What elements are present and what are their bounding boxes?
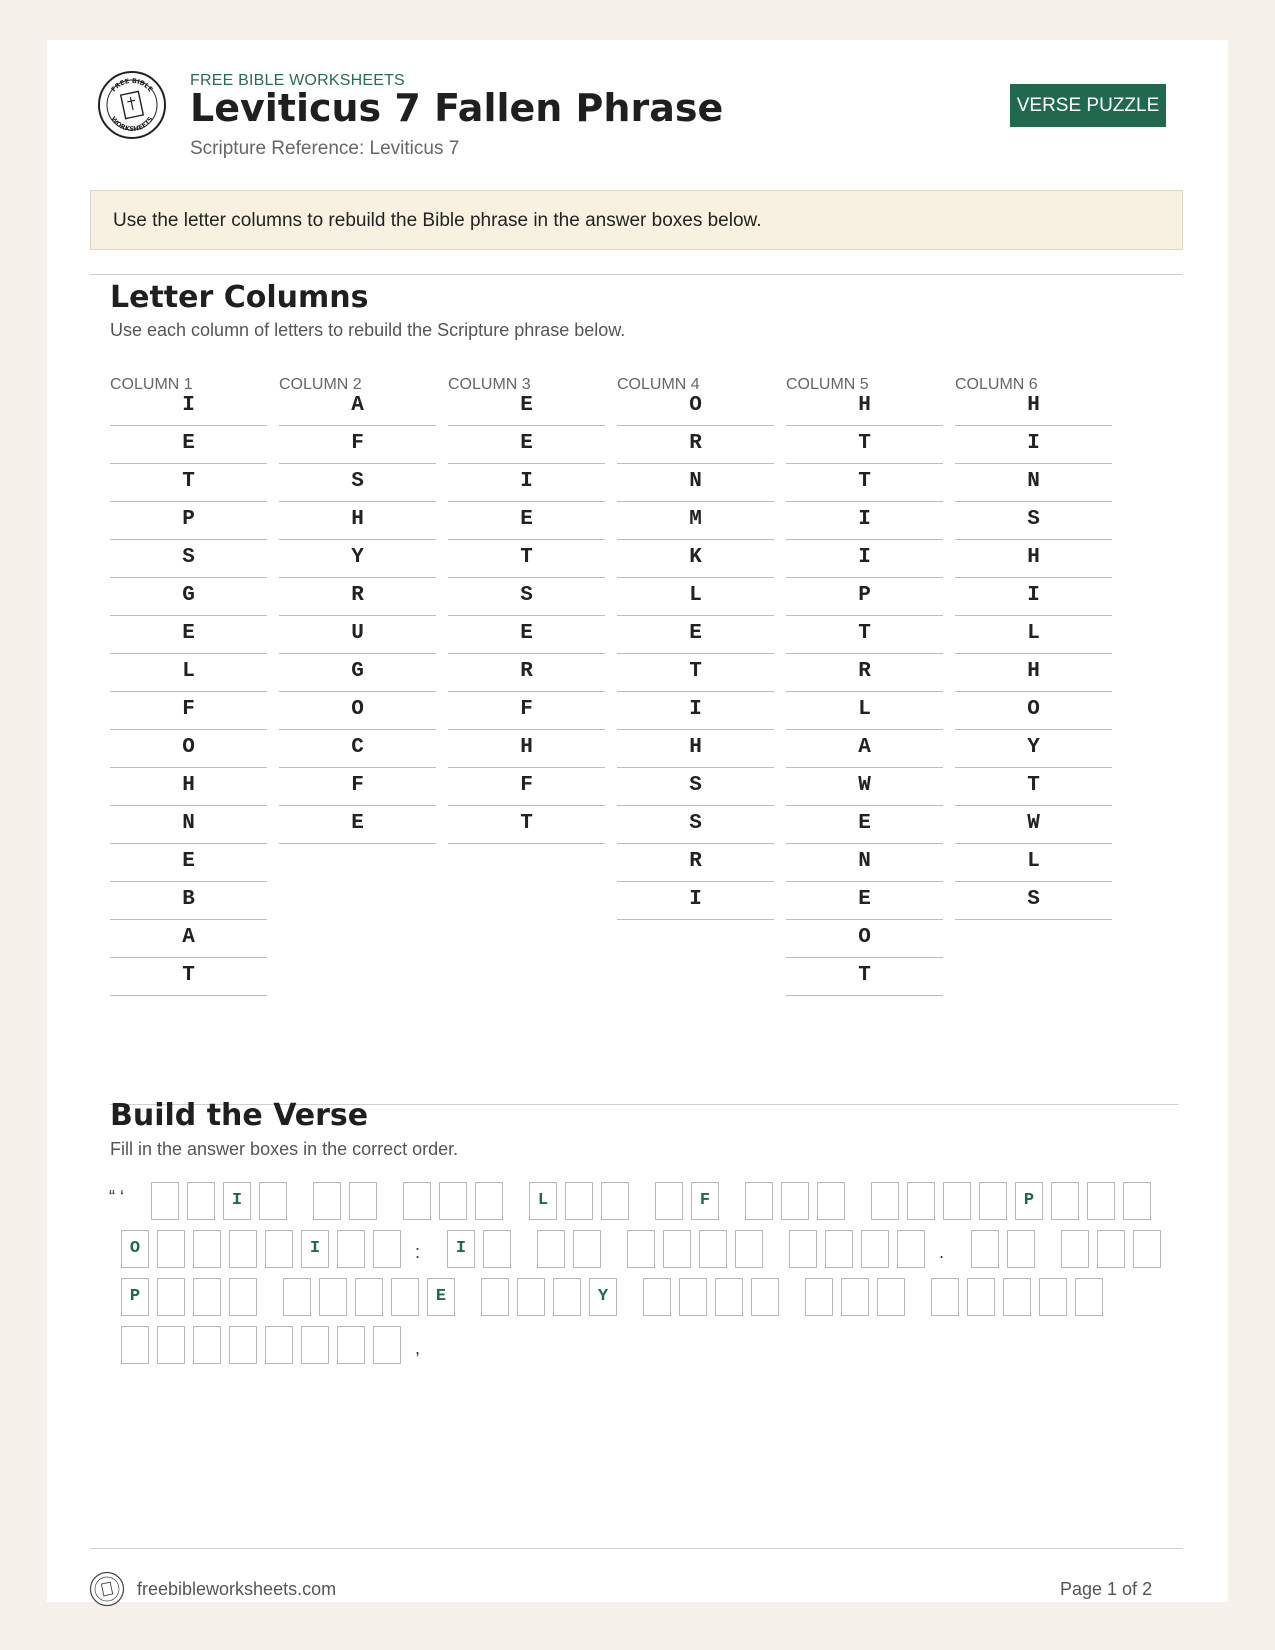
column-letter: L [617, 576, 774, 616]
answer-box[interactable] [1051, 1182, 1079, 1220]
column-letter: Y [279, 538, 436, 578]
column-letter: T [786, 462, 943, 502]
column-letter: A [279, 386, 436, 426]
column-letter: O [110, 728, 267, 768]
answer-box[interactable] [373, 1326, 401, 1364]
column-letter: E [110, 842, 267, 882]
answer-box[interactable]: I [447, 1230, 475, 1268]
answer-box[interactable] [259, 1182, 287, 1220]
page-title: Leviticus 7 Fallen Phrase [190, 86, 724, 130]
answer-box[interactable]: Y [589, 1278, 617, 1316]
column-letter: T [110, 462, 267, 502]
answer-box[interactable] [553, 1278, 581, 1316]
column-letter: H [786, 386, 943, 426]
answer-box[interactable] [655, 1182, 683, 1220]
footer-website: freebibleworksheets.com [137, 1579, 337, 1599]
answer-box[interactable] [565, 1182, 593, 1220]
answer-box[interactable] [699, 1230, 727, 1268]
column-letter: E [786, 880, 943, 920]
answer-box[interactable] [439, 1182, 467, 1220]
answer-box[interactable] [897, 1230, 925, 1268]
answer-box[interactable] [1061, 1230, 1089, 1268]
column-letter: S [955, 880, 1112, 920]
column-letter: I [617, 880, 774, 920]
column-letter: O [786, 918, 943, 958]
column-letter: I [955, 576, 1112, 616]
answer-box[interactable] [337, 1230, 365, 1268]
answer-box[interactable]: L [529, 1182, 557, 1220]
column-letter: S [617, 804, 774, 844]
column-letter: E [110, 424, 267, 464]
answer-box[interactable] [151, 1182, 179, 1220]
worksheet-page [47, 40, 1228, 1602]
column-letter: F [279, 424, 436, 464]
page-number: Page 1 of 2 [1060, 1579, 1153, 1599]
column-header: COLUMN 1 [110, 376, 193, 393]
answer-box[interactable] [979, 1182, 1007, 1220]
column-letter: R [279, 576, 436, 616]
column-letter: C [279, 728, 436, 768]
brand-label: FREE BIBLE WORKSHEETS [190, 72, 405, 89]
column-letter: E [279, 804, 436, 844]
column-letter: N [786, 842, 943, 882]
column-letter: H [279, 500, 436, 540]
column-header: COLUMN 5 [786, 376, 869, 393]
column-letter: G [279, 652, 436, 692]
answer-box[interactable]: I [301, 1230, 329, 1268]
column-letter: I [448, 462, 605, 502]
column-letter: T [955, 766, 1112, 806]
column-letter: L [110, 652, 267, 692]
column-letter: H [448, 728, 605, 768]
answer-box[interactable] [283, 1278, 311, 1316]
column-letter: I [955, 424, 1112, 464]
column-letter: M [617, 500, 774, 540]
answer-box[interactable] [193, 1278, 221, 1316]
answer-box[interactable] [1039, 1278, 1067, 1316]
column-letter: H [955, 652, 1112, 692]
column-letter: E [448, 424, 605, 464]
free-bible-worksheets-logo [97, 70, 167, 140]
answer-box[interactable] [193, 1326, 221, 1364]
answer-box[interactable] [751, 1278, 779, 1316]
answer-box[interactable]: O [121, 1230, 149, 1268]
column-letter: T [448, 804, 605, 844]
column-letter: L [955, 842, 1112, 882]
svg-text:FREE BIBLE: FREE BIBLE [109, 76, 155, 94]
answer-box[interactable] [573, 1230, 601, 1268]
footer-divider [90, 1548, 1183, 1549]
answer-box[interactable] [481, 1278, 509, 1316]
column-letter: E [110, 614, 267, 654]
answer-box[interactable] [971, 1230, 999, 1268]
answer-box[interactable]: E [427, 1278, 455, 1316]
answer-box[interactable] [841, 1278, 869, 1316]
column-letter: T [786, 956, 943, 996]
answer-box[interactable] [373, 1230, 401, 1268]
answer-box[interactable] [601, 1182, 629, 1220]
answer-box[interactable] [781, 1182, 809, 1220]
letter-columns-heading: Letter Columns [110, 280, 369, 315]
column-letter: S [110, 538, 267, 578]
answer-box[interactable] [789, 1230, 817, 1268]
answer-box[interactable] [121, 1326, 149, 1364]
answer-box[interactable] [229, 1230, 257, 1268]
column-letter: N [617, 462, 774, 502]
column-letter: O [617, 386, 774, 426]
answer-box[interactable] [627, 1230, 655, 1268]
answer-box[interactable] [483, 1230, 511, 1268]
answer-box[interactable] [355, 1278, 383, 1316]
column-letter: T [786, 424, 943, 464]
column-letter: E [786, 804, 943, 844]
answer-box[interactable] [157, 1326, 185, 1364]
answer-box[interactable] [931, 1278, 959, 1316]
answer-box[interactable] [1003, 1278, 1031, 1316]
answer-box[interactable] [517, 1278, 545, 1316]
scripture-reference: Scripture Reference: Leviticus 7 [190, 138, 460, 159]
answer-box[interactable]: P [1015, 1182, 1043, 1220]
column-letter: E [448, 386, 605, 426]
answer-box[interactable] [735, 1230, 763, 1268]
column-letter: Y [955, 728, 1112, 768]
column-letter: O [279, 690, 436, 730]
divider [90, 274, 1183, 275]
column-letter: E [448, 500, 605, 540]
answer-box[interactable] [825, 1230, 853, 1268]
letter-columns-subheading: Use each column of letters to rebuild the Scripture phrase below. [110, 320, 626, 340]
answer-box[interactable] [157, 1278, 185, 1316]
column-header: COLUMN 4 [617, 376, 700, 393]
column-letter: S [279, 462, 436, 502]
opening-quote: “ ‘ [109, 1187, 124, 1207]
answer-box[interactable] [537, 1230, 565, 1268]
column-letter: R [617, 424, 774, 464]
column-letter: T [786, 614, 943, 654]
answer-box[interactable] [187, 1182, 215, 1220]
punctuation-mark: , [415, 1338, 421, 1358]
column-letter: U [279, 614, 436, 654]
column-letter: S [448, 576, 605, 616]
answer-box[interactable] [1097, 1230, 1125, 1268]
answer-box[interactable] [817, 1182, 845, 1220]
column-letter: R [786, 652, 943, 692]
column-letter: S [955, 500, 1112, 540]
column-letter: P [786, 576, 943, 616]
column-letter: P [110, 500, 267, 540]
column-letter: N [955, 462, 1112, 502]
answer-box[interactable] [157, 1230, 185, 1268]
answer-box[interactable] [313, 1182, 341, 1220]
answer-box[interactable] [679, 1278, 707, 1316]
column-letter: E [617, 614, 774, 654]
column-letter: N [110, 804, 267, 844]
answer-box[interactable] [229, 1278, 257, 1316]
column-letter: I [110, 386, 267, 426]
column-letter: A [110, 918, 267, 958]
answer-box[interactable] [745, 1182, 773, 1220]
answer-box[interactable] [475, 1182, 503, 1220]
answer-box[interactable] [301, 1326, 329, 1364]
punctuation-mark: . [939, 1242, 945, 1262]
answer-box[interactable] [349, 1182, 377, 1220]
answer-box[interactable] [877, 1278, 905, 1316]
punctuation-mark: : [415, 1242, 421, 1262]
answer-box[interactable] [319, 1278, 347, 1316]
column-letter: R [448, 652, 605, 692]
column-letter: B [110, 880, 267, 920]
column-letter: E [448, 614, 605, 654]
answer-box[interactable] [643, 1278, 671, 1316]
instructions-box [90, 190, 1183, 250]
column-letter: T [617, 652, 774, 692]
column-letter: O [955, 690, 1112, 730]
answer-box[interactable] [391, 1278, 419, 1316]
column-letter: T [110, 956, 267, 996]
column-letter: I [786, 538, 943, 578]
answer-box[interactable] [265, 1230, 293, 1268]
svg-text:WORKSHEETS: WORKSHEETS [109, 115, 155, 134]
column-header: COLUMN 6 [955, 376, 1038, 393]
column-letter: L [786, 690, 943, 730]
build-verse-subheading: Fill in the answer boxes in the correct order. [110, 1139, 459, 1159]
answer-box[interactable] [943, 1182, 971, 1220]
answer-box[interactable] [1075, 1278, 1103, 1316]
column-letter: A [786, 728, 943, 768]
column-letter: L [955, 614, 1112, 654]
answer-box[interactable] [967, 1278, 995, 1316]
answer-box[interactable] [1007, 1230, 1035, 1268]
answer-box[interactable] [715, 1278, 743, 1316]
answer-box[interactable] [1087, 1182, 1115, 1220]
column-letter: H [955, 538, 1112, 578]
column-letter: I [786, 500, 943, 540]
answer-box[interactable]: P [121, 1278, 149, 1316]
answer-box[interactable] [805, 1278, 833, 1316]
column-letter: F [110, 690, 267, 730]
instructions-text: Use the letter columns to rebuild the Bible phrase in the answer boxes below. [113, 210, 762, 231]
answer-box[interactable] [871, 1182, 899, 1220]
answer-box[interactable] [229, 1326, 257, 1364]
answer-box[interactable]: I [223, 1182, 251, 1220]
column-header: COLUMN 2 [279, 376, 362, 393]
build-verse-heading: Build the Verse [110, 1098, 369, 1133]
column-letter: F [448, 690, 605, 730]
answer-box[interactable] [193, 1230, 221, 1268]
answer-box[interactable]: F [691, 1182, 719, 1220]
column-letter: I [617, 690, 774, 730]
column-letter: G [110, 576, 267, 616]
column-letter: T [448, 538, 605, 578]
verse-puzzle-badge: VERSE PUZZLE [1010, 84, 1166, 127]
answer-box[interactable] [337, 1326, 365, 1364]
column-letter: H [110, 766, 267, 806]
answer-box[interactable] [265, 1326, 293, 1364]
column-letter: F [448, 766, 605, 806]
column-letter: F [279, 766, 436, 806]
answer-box[interactable] [1133, 1230, 1161, 1268]
answer-box[interactable] [1123, 1182, 1151, 1220]
column-header: COLUMN 3 [448, 376, 531, 393]
column-letter: K [617, 538, 774, 578]
answer-box[interactable] [663, 1230, 691, 1268]
answer-box[interactable] [861, 1230, 889, 1268]
column-letter: R [617, 842, 774, 882]
column-letter: H [617, 728, 774, 768]
column-letter: W [786, 766, 943, 806]
column-letter: H [955, 386, 1112, 426]
footer-logo-icon [89, 1571, 125, 1607]
answer-box[interactable] [907, 1182, 935, 1220]
column-letter: S [617, 766, 774, 806]
answer-box[interactable] [403, 1182, 431, 1220]
column-letter: W [955, 804, 1112, 844]
